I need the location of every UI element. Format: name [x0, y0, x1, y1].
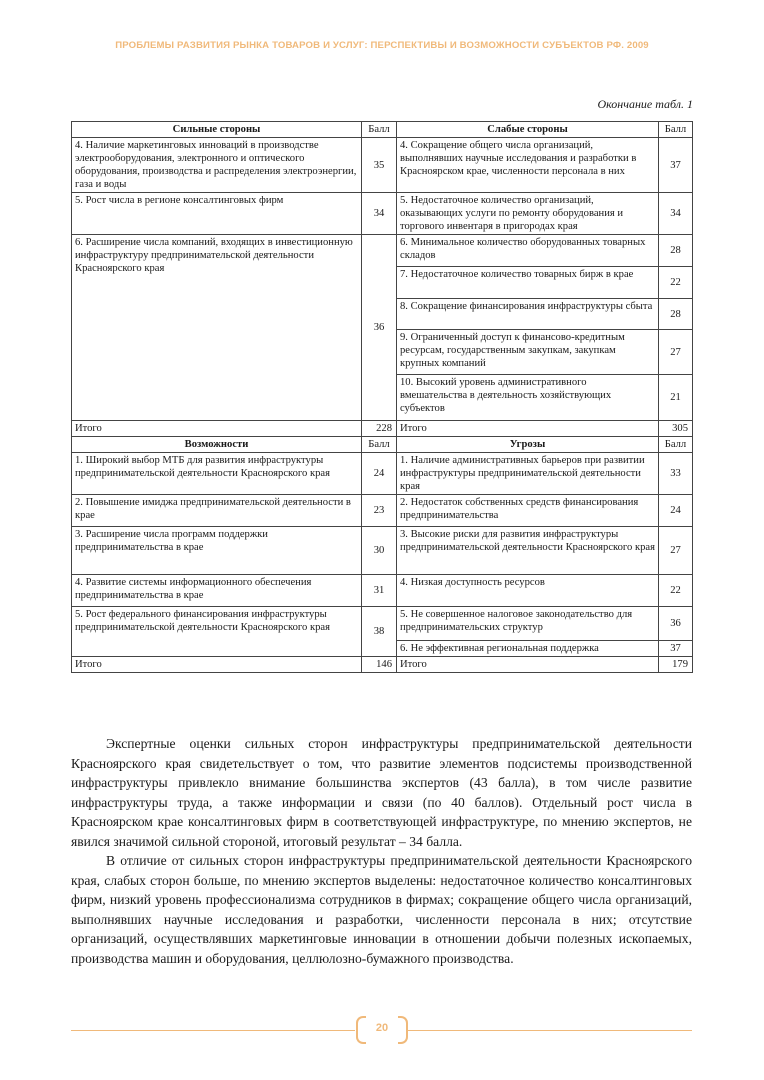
table-row [72, 453, 693, 495]
strength-text: 5. Рост числа в регионе консалтинговых фирм [72, 193, 362, 235]
table-row [72, 495, 693, 527]
threats-total: 179 [659, 657, 693, 673]
strengths-header: Сильные стороны [72, 122, 362, 138]
weaknesses-total: 305 [659, 421, 693, 437]
opportunity-text: 2. Повышение имиджа предпринимательской деятельности в крае [72, 495, 362, 527]
threat-score: 24 [659, 495, 693, 527]
strength-score: 35 [362, 138, 397, 193]
opportunity-text: 5. Рост федерального финансирования инфраструктуры предпринимательской деятельности Красноярского края [72, 607, 362, 657]
score-header: Балл [659, 437, 693, 453]
weakness-text: 5. Недостаточное количество организаций, оказывающих услуги по ремонту оборудования и торгового инвентаря в пригородах края [397, 193, 659, 235]
weakness-score: 37 [659, 138, 693, 193]
running-header: ПРОБЛЕМЫ РАЗВИТИЯ РЫНКА ТОВАРОВ И УСЛУГ: ПЕРСПЕКТИВЫ И ВОЗМОЖНОСТИ СУБЪЕКТОВ РФ. 2009 [115, 40, 649, 51]
score-header: Балл [362, 437, 397, 453]
strength-text: 4. Наличие маркетинговых инноваций в производстве электрооборудования, электронного и оптического оборудования, производства и распределения электроэнергии, газа и воды [72, 138, 362, 193]
opportunity-text: 1. Широкий выбор МТБ для развития инфраструктуры предпринимательской деятельности Красноярского края [72, 453, 362, 495]
threat-text: 5. Не совершенное налоговое законодательство для предпринимательских структур [397, 607, 659, 641]
table-row [72, 575, 693, 607]
table-header-row [72, 437, 693, 453]
table-header-row [72, 122, 693, 138]
total-label: Итого [72, 657, 362, 673]
opportunities-header: Возможности [72, 437, 362, 453]
strength-text: 6. Расширение числа компаний, входящих в инвестиционную инфраструктуру предпринимательской деятельности Красноярского края [72, 235, 362, 421]
score-header: Балл [659, 122, 693, 138]
strength-score: 36 [362, 235, 397, 421]
weakness-text: 9. Ограниченный доступ к финансово-кредитным ресурсам, государственным закупкам, закупкам крупных компаний [397, 330, 659, 375]
total-label: Итого [72, 421, 362, 437]
total-label: Итого [397, 421, 659, 437]
weakness-text: 7. Недостаточное количество товарных бирж в крае [397, 267, 659, 299]
table-row [72, 527, 693, 575]
total-row [72, 421, 693, 437]
threat-score: 33 [659, 453, 693, 495]
table-row [72, 193, 693, 235]
weakness-text: 6. Минимальное количество оборудованных товарных складов [397, 235, 659, 267]
table-row [72, 138, 693, 193]
weakness-text: 4. Сокращение общего числа организаций, выполнявших научные исследования и разработки в Красноярском крае, численности персонала в них [397, 138, 659, 193]
score-header: Балл [362, 122, 397, 138]
threat-text: 4. Низкая доступность ресурсов [397, 575, 659, 607]
threat-score: 36 [659, 607, 693, 641]
threat-text: 1. Наличие административных барьеров при развитии инфраструктуры предпринимательской деятельности края [397, 453, 659, 495]
total-row [72, 657, 693, 673]
threat-score: 22 [659, 575, 693, 607]
weakness-score: 21 [659, 375, 693, 421]
weakness-score: 28 [659, 235, 693, 267]
weakness-text: 8. Сокращение финансирования инфраструктуры сбыта [397, 299, 659, 330]
opportunity-score: 23 [362, 495, 397, 527]
weakness-score: 28 [659, 299, 693, 330]
paragraph: Экспертные оценки сильных сторон инфраструктуры предпринимательской деятельности Красноярского края свидетельствует о том, что развитие элементов подсистемы производственной инфраструктуры привлекло внимание большинства экспертов (43 балла), в том числе развитие инфраструктуры труда, а также информации и связи (по 40 баллов). Отдельный рост числа в Красноярском крае консалтинговых фирм в соответствующей инфраструктуре, по мнению экспертов, не явился значимой сильной стороной, итоговый результат – 34 балла. [71, 736, 692, 849]
opportunity-score: 31 [362, 575, 397, 607]
opportunity-text: 3. Расширение числа программ поддержки предпринимательства в крае [72, 527, 362, 575]
threat-score: 37 [659, 641, 693, 657]
threat-text: 2. Недостаток собственных средств финансирования предпринимательства [397, 495, 659, 527]
weaknesses-header: Слабые стороны [397, 122, 659, 138]
threats-header: Угрозы [397, 437, 659, 453]
strengths-total: 228 [362, 421, 397, 437]
threat-text: 6. Не эффективная региональная поддержка [397, 641, 659, 657]
table-caption: Окончание табл. 1 [597, 97, 693, 111]
body-text [71, 734, 692, 968]
total-label: Итого [397, 657, 659, 673]
weakness-text: 10. Высокий уровень административного вмешательства в деятельность хозяйствующих субъектов [397, 375, 659, 421]
swot-table [71, 121, 693, 673]
weakness-score: 27 [659, 330, 693, 375]
opportunity-score: 24 [362, 453, 397, 495]
opportunity-text: 4. Развитие системы информационного обеспечения предпринимательства в крае [72, 575, 362, 607]
weakness-score: 22 [659, 267, 693, 299]
table-row [72, 607, 693, 641]
strength-score: 34 [362, 193, 397, 235]
weakness-score: 34 [659, 193, 693, 235]
footer-rule [71, 1030, 355, 1031]
opportunities-total: 146 [362, 657, 397, 673]
opportunity-score: 30 [362, 527, 397, 575]
page-number: 20 [375, 1022, 389, 1034]
threat-text: 3. Высокие риски для развития инфраструктуры предпринимательской деятельности Красноярского края [397, 527, 659, 575]
paragraph: В отличие от сильных сторон инфраструктуры предпринимательской деятельности Красноярского края, слабых сторон больше, по мнению экспертов выделены: недостаточное количество консалтинговых фирм, низкий уровень профессионализма сотрудников в фирмах; сокращение общего числа организаций, выполнявших научные исследования и разработки, численности персонала в них; отсутствие организаций, осуществлявших маркетинговые инновации в отношении добычи полезных ископаемых, производства машин и оборудования, целлюлозно-бумажного производства. [71, 853, 692, 966]
threat-score: 27 [659, 527, 693, 575]
opportunity-score: 38 [362, 607, 397, 657]
table-row [72, 235, 693, 267]
footer-rule [408, 1030, 692, 1031]
